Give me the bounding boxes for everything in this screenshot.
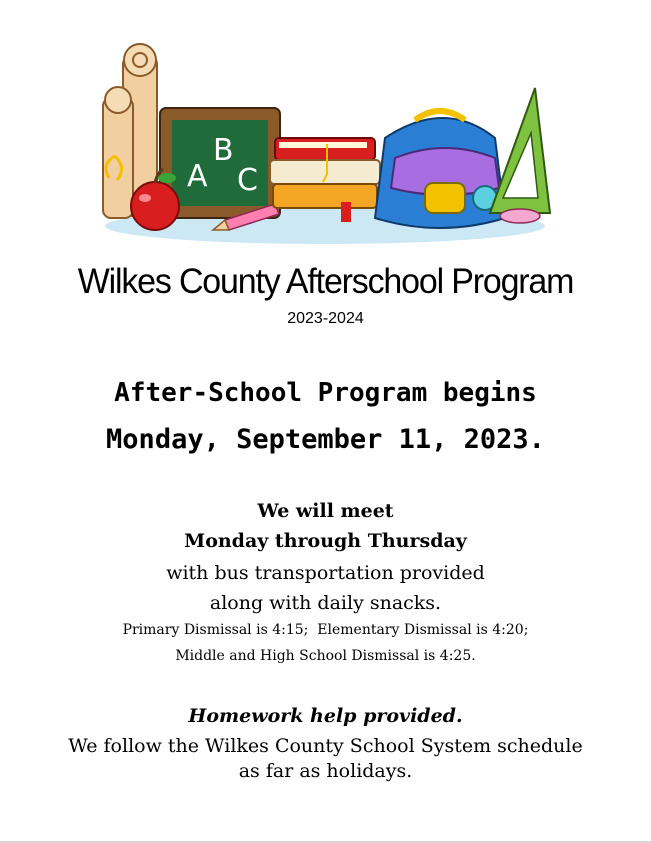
meeting-days: Monday through Thursday	[184, 530, 467, 552]
backpack-icon	[375, 111, 505, 228]
dismissal-times-middle-high: Middle and High School Dismissal is 4:25.	[175, 648, 476, 664]
chalk-letter: A	[187, 159, 208, 194]
chalk-letter: C	[237, 163, 258, 198]
meet-heading: We will meet	[257, 500, 394, 522]
snacks-note: along with daily snacks.	[209, 592, 442, 614]
schedule-policy-line2: as far as holidays.	[238, 760, 413, 782]
schedule-policy-line1: We follow the Wilkes County School System schedule	[68, 735, 583, 757]
school-year: 2023-2024	[287, 310, 364, 327]
start-announcement: After-School Program begins	[114, 378, 537, 408]
school-supplies-clipart	[95, 38, 555, 248]
homework-help-note: Homework help provided.	[188, 705, 463, 727]
chalk-letter: B	[213, 133, 234, 168]
bus-transport-note: with bus transportation provided	[166, 562, 485, 584]
dismissal-times-primary-elementary: Primary Dismissal is 4:15; Elementary Dismissal is 4:20;	[122, 622, 529, 638]
page-title: Wilkes County Afterschool Program	[77, 262, 574, 301]
ruler-icon	[490, 88, 550, 223]
start-date: Monday, September 11, 2023.	[106, 424, 545, 455]
